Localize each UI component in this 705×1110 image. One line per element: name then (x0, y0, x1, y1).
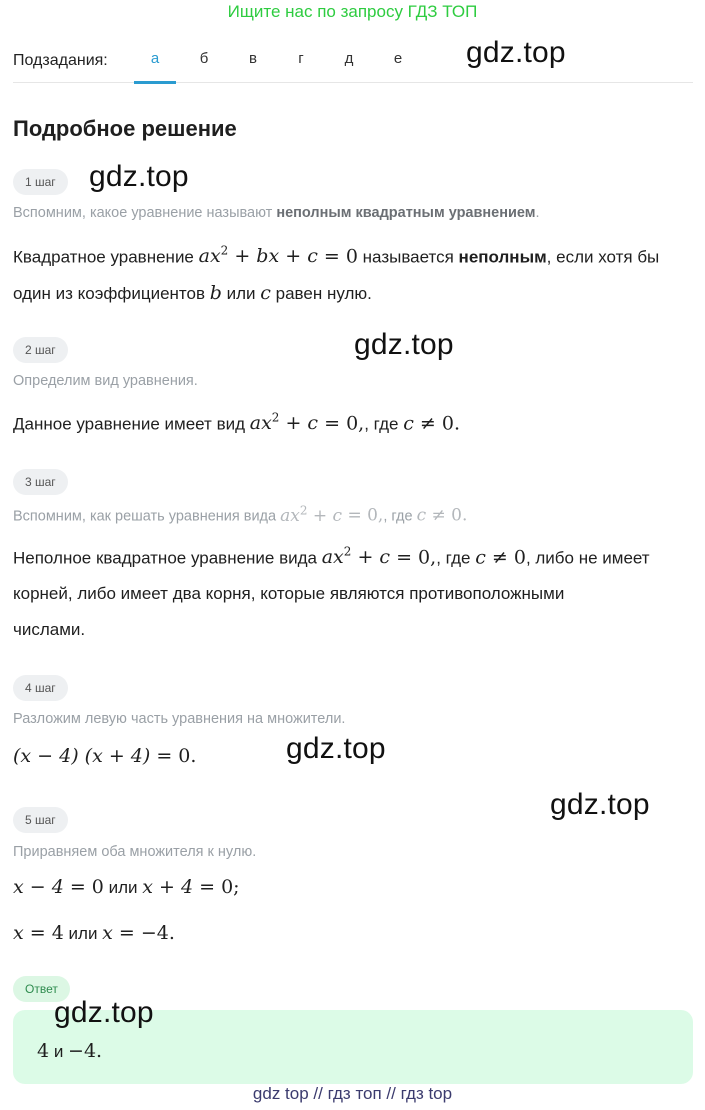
step-hint: Разложим левую часть уравнения на множители. (13, 711, 346, 727)
step-text: (x − 4) (x + 4) = 0. (13, 745, 197, 767)
step-text: x = 4 или x = −4. (13, 922, 175, 944)
tab-v[interactable]: в (249, 50, 257, 67)
step-badge: 5 шаг (13, 807, 68, 833)
step-badge: 3 шаг (13, 469, 68, 495)
answer-badge: Ответ (13, 976, 70, 1002)
step-text: Квадратное уравнение $ax^2$ + bx + c = 0 называется неполным, если хотя бы один из коэффициентов b или c равен нулю. (13, 244, 660, 305)
step-badge: 2 шаг (13, 337, 68, 363)
step-badge: 1 шаг (13, 169, 68, 195)
footer-links: gdz top // гдз топ // гдз top (252, 1084, 453, 1103)
watermark-text: gdz.top (286, 732, 386, 765)
step-hint: Определим вид уравнения. (13, 373, 198, 389)
section-title: Подробное решение (13, 116, 237, 141)
watermark-text: gdz.top (89, 160, 189, 193)
step-hint: Вспомним, как решать уравнения вида $ax^2 + c = 0$,, где c ≠ 0. (13, 503, 468, 526)
tab-g[interactable]: г (298, 50, 304, 67)
step-hint: Приравняем оба множителя к нулю. (13, 844, 257, 860)
tab-b[interactable]: б (199, 50, 209, 67)
step-badge: 4 шаг (13, 675, 68, 701)
subtasks-bar (13, 40, 693, 83)
tab-d[interactable]: д (344, 50, 354, 67)
watermark-text: gdz.top (466, 36, 566, 69)
step-text: x − 4 = 0 или x + 4 = 0; (13, 876, 240, 898)
step-text: Данное уравнение имеет вид $ax^2 + c = 0$,, где c ≠ 0. (13, 411, 460, 435)
tab-a[interactable]: а (134, 50, 176, 84)
watermark-text: gdz.top (354, 328, 454, 361)
watermark-text: gdz.top (54, 996, 154, 1029)
answer-text: 4 и −4. (37, 1040, 103, 1062)
watermark-text: gdz.top (550, 788, 650, 821)
search-banner: Ищите нас по запросу ГДЗ ТОП (227, 2, 478, 21)
tab-e[interactable]: е (393, 50, 403, 67)
step-text: Неполное квадратное уравнение вида $ax^2 + c = 0$,, где c ≠ 0, либо не имеет корней, либо имеет два корня, которые являются противоположными числами. (13, 545, 650, 640)
subtasks-label: Подзадания: (13, 52, 108, 69)
step-hint: Вспомним, какое уравнение называют неполным квадратным уравнением. (13, 205, 540, 221)
